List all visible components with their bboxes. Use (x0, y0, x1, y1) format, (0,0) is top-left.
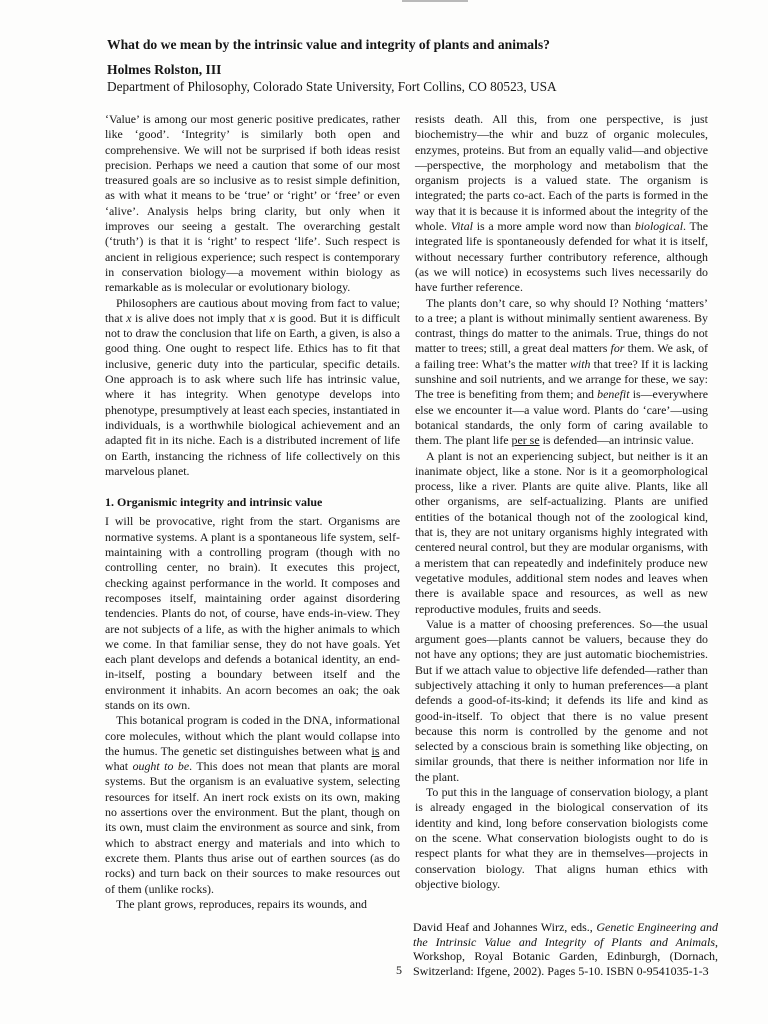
section-heading: 1. Organismic integrity and intrinsic value (105, 495, 323, 510)
source-footnote (413, 920, 718, 978)
paragraph (415, 449, 708, 617)
text-run: that tree? If it is lacking sunshine and soil nutrients, and we arrange for these, we say: The tree is benefiting from them; and (415, 356, 708, 402)
text-run: them. We ask, of a failing tree: What’s the matter (415, 341, 709, 371)
left-column (105, 112, 400, 912)
text-run: and what (105, 743, 400, 774)
italic-text: biological (634, 219, 684, 234)
paragraph (105, 713, 400, 897)
paragraph (105, 897, 400, 912)
underlined-text: per se (511, 433, 540, 448)
right-column (413, 112, 718, 978)
text-run: is good. But it is difficult not to draw the conclusion that life on Earth, a given, is also a good thing. One ought to respect life. Ethics has to fit that inclusive, generic duty into the particular, specific details. One approach is to ask where such life has intrinsic value, where it has integrity. When genotype develops into phenotype, presumptively at least each species, instantiated in individuals, is a worthwhile biological achievement and an adapted fit in its niche. Each is a distributed increment of life on Earth, instancing the richness of life collectively on this marvelous planet. (105, 310, 400, 478)
italic-text: with (569, 356, 591, 371)
paragraph (415, 617, 708, 785)
page-number: 5 (396, 963, 402, 977)
text-run: . The integrated life is spontaneously defended for what it is itself, without necessary further contributory reference, although (as we will notice) in ecosystems such lives necessarily do have further reference. (415, 219, 708, 295)
italic-text: Vital (450, 219, 473, 234)
text-run: The plants don’t care, so why should I? Nothing ‘matters’ to a tree; a plant is without minimally sentient awareness. By contrast, things do matter to the animals. True, things do not matter to trees; still, a great deal matters (415, 295, 708, 356)
text-run: resists death. All this, from one perspective, is just biochemistry—the whir and buzz of organic molecules, enzymes, proteins. But from an equally valid—and objective—perspective, the morphology and metabolism that the organism projects is a valued state. The organism is integrated; the parts co-act. Each of the parts is formed in the way that it is because it is informed about the integrity of the whole. (415, 112, 708, 234)
italic-text: for (610, 341, 625, 356)
underlined-text: is (371, 743, 380, 758)
text-run: This botanical program is coded in the DNA, informational core molecules, without which the plant would collapse into the humus. The genetic set distinguishes between what (105, 713, 400, 758)
article-title: What do we mean by the intrinsic value and integrity of plants and animals? (107, 37, 550, 52)
italic-text: Genetic Engineering and the Intrinsic Value and Integrity of Plants and Animals (413, 920, 718, 949)
text-run: I will be provocative, right from the start. Organisms are normative systems. A plant is a spontaneous life system, self-maintaining with a controlling program (though with no controlling center, no brain). It executes this project, checking against performance in the world. It composes and recomposes itself, maintaining order against disordering tendencies. Plants do not, of course, have ends-in-view. They are not subjects of a life, as with the higher animals to which we come. In that familiar sense, they do not have goals. Yet each plant develops and defends a botanical identity, an end-in-itself, posting a boundary between itself and the environment it inhabits. An acorn becomes an oak; the oak stands on its own. (105, 514, 400, 712)
paragraph (415, 785, 708, 892)
paragraph (415, 112, 708, 296)
text-run: Value is a matter of choosing preferences. So—the usual argument goes—plants cannot be valuers, because they do not have any options; they are just automatic biochemistries. But if we attach value to objective life defended—rather than subjectively attaching it only to human preferences—a plant defends a good-of-its-kind; it defends its life and kind as good-in-itself. To object that there is no value present because this norm is controlled by the genome and not selected by a conscious brain is something like objecting, on similar grounds, that there is neither information nor life in the plant. (415, 616, 708, 784)
text-run: Philosophers are cautious about moving from fact to value; that (105, 295, 400, 325)
author-affiliation: Department of Philosophy, Colorado State University, Fort Collins, CO 80523, USA (107, 79, 557, 94)
text-run: is—everywhere else we encounter it—a value word. Plants do ‘care’—using botanical standards, the only form of caring available to them. The plant life (415, 387, 708, 448)
paragraph (105, 112, 400, 296)
scan-edge-mark (402, 0, 468, 2)
text-run: To put this in the language of conservation biology, a plant is already engaged in the biological conservation of its identity and kind, long before conservation biologists come on the scene. What conservation biologists ought to do is respect plants for what they are in themselves—projects in conservation biology. That aligns human ethics with objective biology. (415, 785, 708, 891)
italic-text: x (269, 310, 275, 325)
paragraph (105, 514, 400, 713)
text-run: is a more ample word now than (473, 219, 635, 234)
text-run: ‘Value’ is among our most generic positive predicates, rather like ‘good’. ‘Integrity’ is similarly both open and comprehensive. We will not be surprised if both ideas resist precision. Perhaps we need a caution that some of our most treasured goals are so inclusive as to resist simple definition, as with what it means to be ‘true’ or ‘right’ or ‘free’ or even ‘alive’. Analysis helps bring clarity, but only when it improves our seeing a gestalt. The overarching gestalt (‘truth’) is that it is ‘right’ to respect ‘life’. Such respect is ancient in religious experience; such respect is contemporary in conservation biology—a movement within biology as remarkable as is molecular or evolutionary biology. (105, 112, 400, 295)
right-column-body (415, 112, 708, 907)
paragraph (105, 296, 400, 480)
author-name: Holmes Rolston, III (107, 62, 222, 77)
text-run: is defended—an intrinsic value. (539, 433, 694, 448)
paragraph (415, 296, 708, 449)
text-run: David Heaf and Johannes Wirz, eds., (413, 920, 597, 934)
italic-text: x (126, 310, 132, 325)
italic-text: ought to be (132, 759, 190, 774)
text-run: The plant grows, reproduces, repairs its wounds, and (116, 896, 367, 911)
text-run: . This does not mean that plants are moral systems. But the organism is an evaluative system, selecting resources for itself. An inert rock exists on its own, making no assertions over the environment. But the plant, though on its own, must claim the environment as source and sink, from which to abstract energy and materials and into which to excrete them. Plants thus arise out of earthen sources (as do rocks) and turn back on their sources to make resources out of them (unlike rocks). (105, 759, 400, 896)
text-run: , Workshop, Royal Botanic Garden, Edinburgh, (Dornach, Switzerland: Ifgene, 2002). Pages 5-10. ISBN 0-9541035-1-3 (413, 934, 718, 978)
text-run: A plant is not an experiencing subject, but neither is it an inanimate object, like a stone. Nor is it a geomorphological process, like a river. Plants are quite alive. Plants, like all other organisms, are self-actualizing. Plants are unified entities of the botanical though not of the zoological kind, that is, they are not unitary organisms highly integrated with centered neural control, but they are modular organisms, with a meristem that can repeatedly and indefinitely produce new vegetative modules, additional stem nodes and leaves when there is available space and resources, as well as new reproductive modules, fruits and seeds. (415, 448, 708, 616)
text-run: is alive does not imply that (131, 310, 270, 325)
italic-text: benefit (597, 387, 630, 402)
